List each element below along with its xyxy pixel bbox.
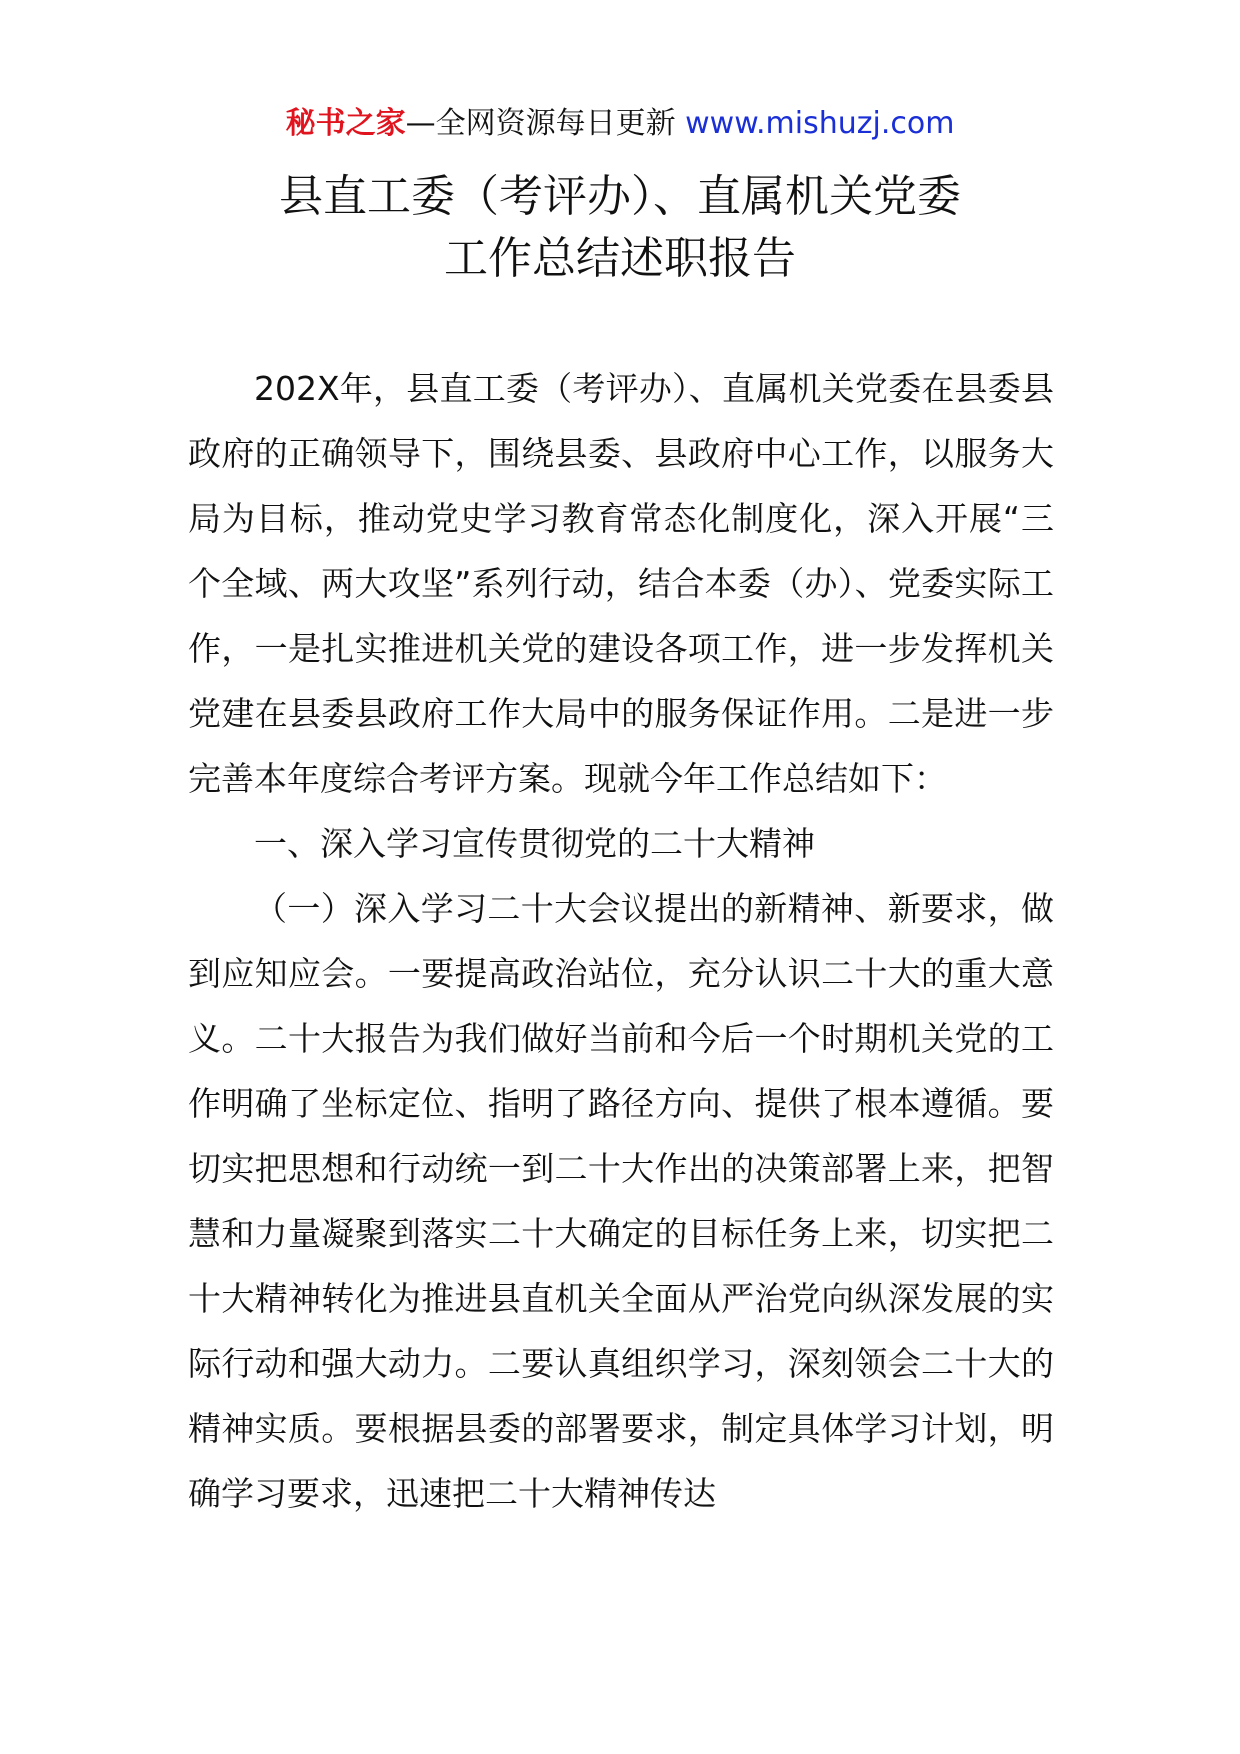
title-line-1: 县直工委（考评办）、直属机关党委 (279, 171, 961, 222)
banner-url-link[interactable]: www.mishuzj.com (685, 106, 955, 141)
paragraph-intro: 202X年，县直工委（考评办）、直属机关党委在县委县政府的正确领导下，围绕县委、县政府中心工作，以服务大局为目标，推动党史学习教育常态化制度化，深入开展“三个全域、两大攻坚”系列行动，结合本委（办）、党委实际工作，一是扎实推进机关党的建设各项工作，进一步发挥机关党建在县委县政府工作大局中的服务保证作用。二是进一步完善本年度综合考评方案。现就今年工作总结如下： (188, 369, 1054, 798)
banner-brand: 秘书之家 (285, 106, 406, 141)
document-title (0, 166, 1240, 290)
site-banner (0, 104, 1240, 144)
title-line-2: 工作总结述职报告 (444, 233, 796, 284)
banner-tagline: —全网资源每日更新 (405, 106, 686, 141)
section-heading-1: 一、深入学习宣传贯彻党的二十大精神 (254, 824, 815, 863)
paragraph-section-1-1: （一）深入学习二十大会议提出的新精神、新要求，做到应知应会。一要提高政治站位，充分认识二十大的重大意义。二十大报告为我们做好当前和今后一个时期机关党的工作明确了坐标定位、指明了路径方向、提供了根本遵循。要切实把思想和行动统一到二十大作出的决策部署上来，把智慧和力量凝聚到落实二十大确定的目标任务上来，切实把二十大精神转化为推进县直机关全面从严治党向纵深发展的实际行动和强大动力。二要认真组织学习，深刻领会二十大的精神实质。要根据县委的部署要求，制定具体学习计划，明确学习要求，迅速把二十大精神传达 (188, 889, 1054, 1513)
document-body (188, 356, 1054, 1526)
